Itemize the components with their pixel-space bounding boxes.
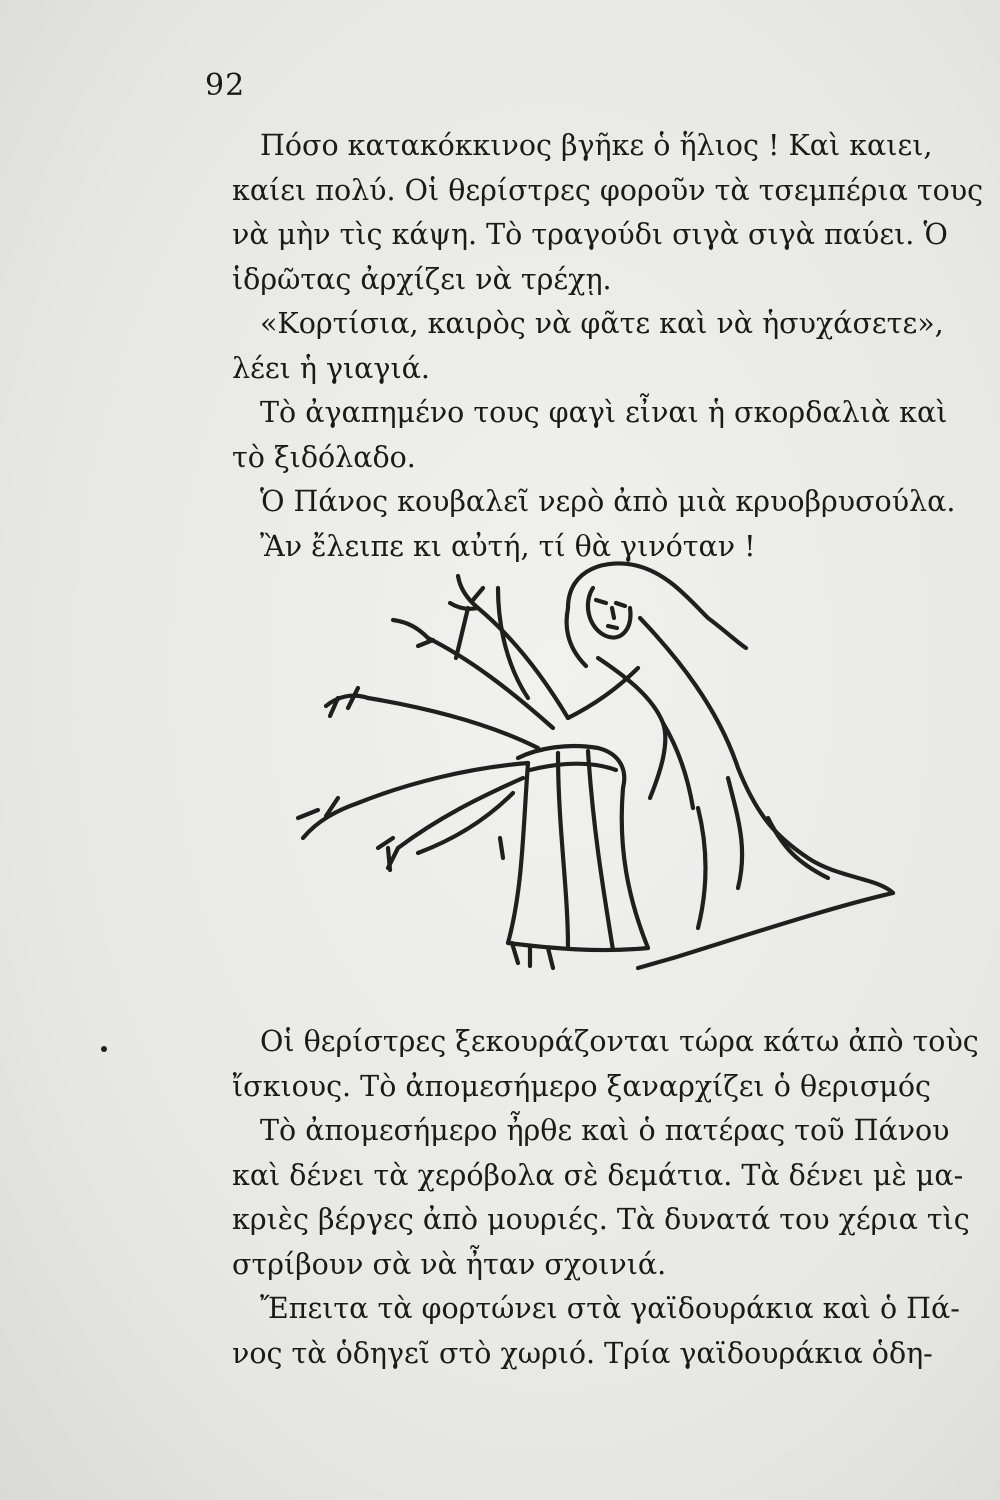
sheaf-stalk-1 (508, 763, 528, 943)
wheat-stem-5 (398, 778, 523, 848)
bodice (663, 723, 693, 808)
nose (612, 608, 614, 618)
text-line: καίει πολύ. Οἱ θερίστρες φοροῦν τὰ τσεμπέρια τους (232, 173, 984, 207)
dress-hem (673, 893, 893, 958)
wheat-head-2 (393, 620, 433, 646)
wheat-stem-4 (358, 763, 528, 803)
girl-harvesting-wheat-illustration (268, 548, 918, 978)
sheaf-outline (518, 746, 648, 948)
text-line: Ἔπειτα τὰ φορτώνει στὰ γαϊδουράκια καὶ ὁ Πά- (260, 1292, 960, 1325)
text-line: κριὲς βέργες ἀπὸ μουριές. Τὰ δυνατά του χέρια τὶς (232, 1203, 970, 1236)
text-line: στρίβουν σὰ νὰ ἦταν σχοινιά. (232, 1247, 667, 1281)
leg (638, 958, 673, 968)
arm-front (568, 668, 638, 718)
text-line: ἱδρῶτας ἀρχίζει νὰ τρέχῃ. (232, 262, 612, 296)
text-line: Τὸ ἀπομεσήμερο ἦρθε καὶ ὁ πατέρας τοῦ Πάνου (260, 1114, 950, 1147)
text-line: νὰ μὴν τὶς κάψη. Τὸ τραγούδι σιγὰ σιγὰ παύει. Ὁ (232, 218, 948, 251)
text-line: Πόσο κατακόκκινος βγῆκε ὁ ἥλιος ! Καὶ καιει, (260, 129, 933, 162)
sheaf-band (530, 764, 616, 770)
skirt-fold-2 (698, 808, 706, 928)
text-line: ἴσκιους. Τὸ ἀπομεσήμερο ξαναρχίζει ὁ θερισμός (232, 1069, 931, 1103)
text-line: Οἱ θερίστρες ξεκουράζονται τώρα κάτω ἀπὸ τοὺς (260, 1025, 979, 1058)
text-line: Ἂν ἔλειπε κι αὐτή, τί θὰ γινόταν ! (260, 529, 756, 563)
wheat-head-3 (326, 688, 368, 716)
text-block-bottom (232, 1020, 979, 1376)
skirt-fold-1 (728, 778, 742, 888)
eye-left (596, 600, 606, 603)
mouth (608, 626, 617, 628)
text-line: Τὸ ἀγαπημένο τους φαγὶ εἶναι ἡ σκορδαλιὰ καὶ (260, 396, 948, 429)
sheaf-stalk-3 (588, 751, 613, 950)
text-line: «Κορτίσια, καιρὸς νὰ φᾶτε καὶ νὰ ἡσυχάσετε», (260, 307, 944, 340)
text-line: νος τὰ ὁδηγεῖ στὸ χωριό. Τρία γαϊδουράκια ὁδη- (232, 1336, 933, 1370)
text-line: καὶ δένει τὰ χερόβολα σὲ δεμάτια. Τὰ δένει μὲ μα- (232, 1158, 964, 1192)
text-line: Ὁ Πάνος κουβαλεῖ νερὸ ἀπὸ μιὰ κρυοβρυσούλα. (260, 485, 956, 518)
text-line: λέει ἡ γιαγιά. (232, 351, 430, 385)
text-block-top (232, 124, 984, 569)
wheat-stem-3 (368, 698, 538, 748)
skirt-fold-3 (768, 818, 828, 878)
text-line: τὸ ξιδόλαδο. (232, 440, 416, 474)
arm-upper (598, 658, 665, 798)
face-outline (588, 588, 631, 638)
wheat-head-1 (450, 576, 483, 609)
hair-fall (567, 608, 586, 666)
stubble (388, 838, 553, 968)
sheaf-stalk-2 (558, 753, 568, 948)
eye-right (616, 603, 625, 606)
ink-speck (101, 1046, 107, 1052)
page-number: 92 (205, 68, 246, 103)
wheat-head-4 (298, 798, 358, 838)
wheat-stem-7 (456, 608, 468, 658)
